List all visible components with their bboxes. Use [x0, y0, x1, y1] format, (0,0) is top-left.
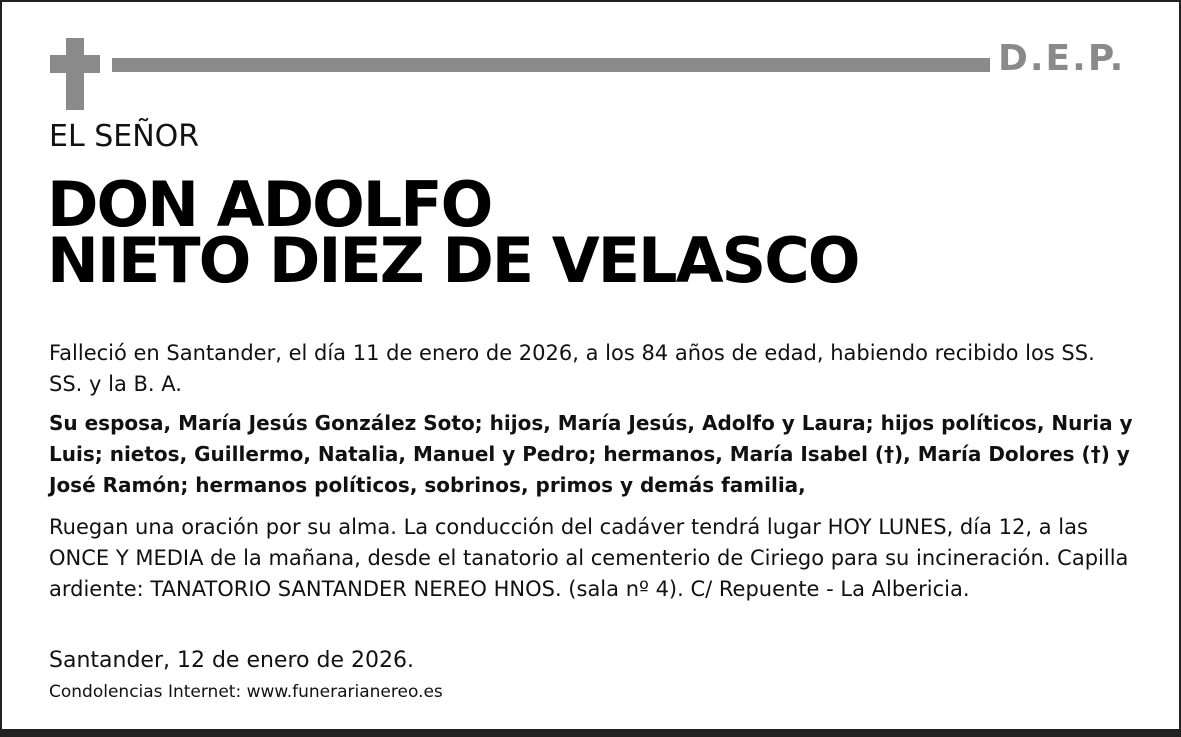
deceased-name-line2: NIETO DIEZ DE VELASCO: [47, 224, 859, 297]
place-date: Santander, 12 de enero de 2026.: [49, 648, 414, 673]
family-paragraph: Su esposa, María Jesús González Soto; hijos, María Jesús, Adolfo y Laura; hijos políticos, Nuria y Luis; nietos, Guillermo, Natalia, Manuel y Pedro; hermanos, María Isabel (†), María Dolores (†) y José Ramón; hermanos políticos, sobrinos, primos y demás familia,: [49, 411, 1133, 497]
cross-icon-bar: [50, 55, 100, 73]
title-prefix: EL SEÑOR: [49, 119, 200, 154]
service-paragraph: Ruegan una oración por su alma. La conducción del cadáver tendrá lugar HOY LUNES, día 12, a las ONCE Y MEDIA de la mañana, desde el tanatorio al cementerio de Ciriego para su incineración. Capilla ardiente: TANATORIO SANTANDER NEREO HNOS. (sala nº 4). C/ Repuente - La Albericia.: [49, 515, 1129, 601]
cross-icon: [66, 38, 84, 110]
deceased-name-line1: DON ADOLFO: [47, 168, 492, 241]
condolences-line: Condolencias Internet: www.funerarianereo.es: [49, 682, 443, 702]
dep-label: D.E.P.: [998, 38, 1126, 79]
header-rule: [112, 58, 990, 72]
death-paragraph: Falleció en Santander, el día 11 de enero de 2026, a los 84 años de edad, habiendo recibido los SS. SS. y la B. A.: [49, 341, 1095, 396]
